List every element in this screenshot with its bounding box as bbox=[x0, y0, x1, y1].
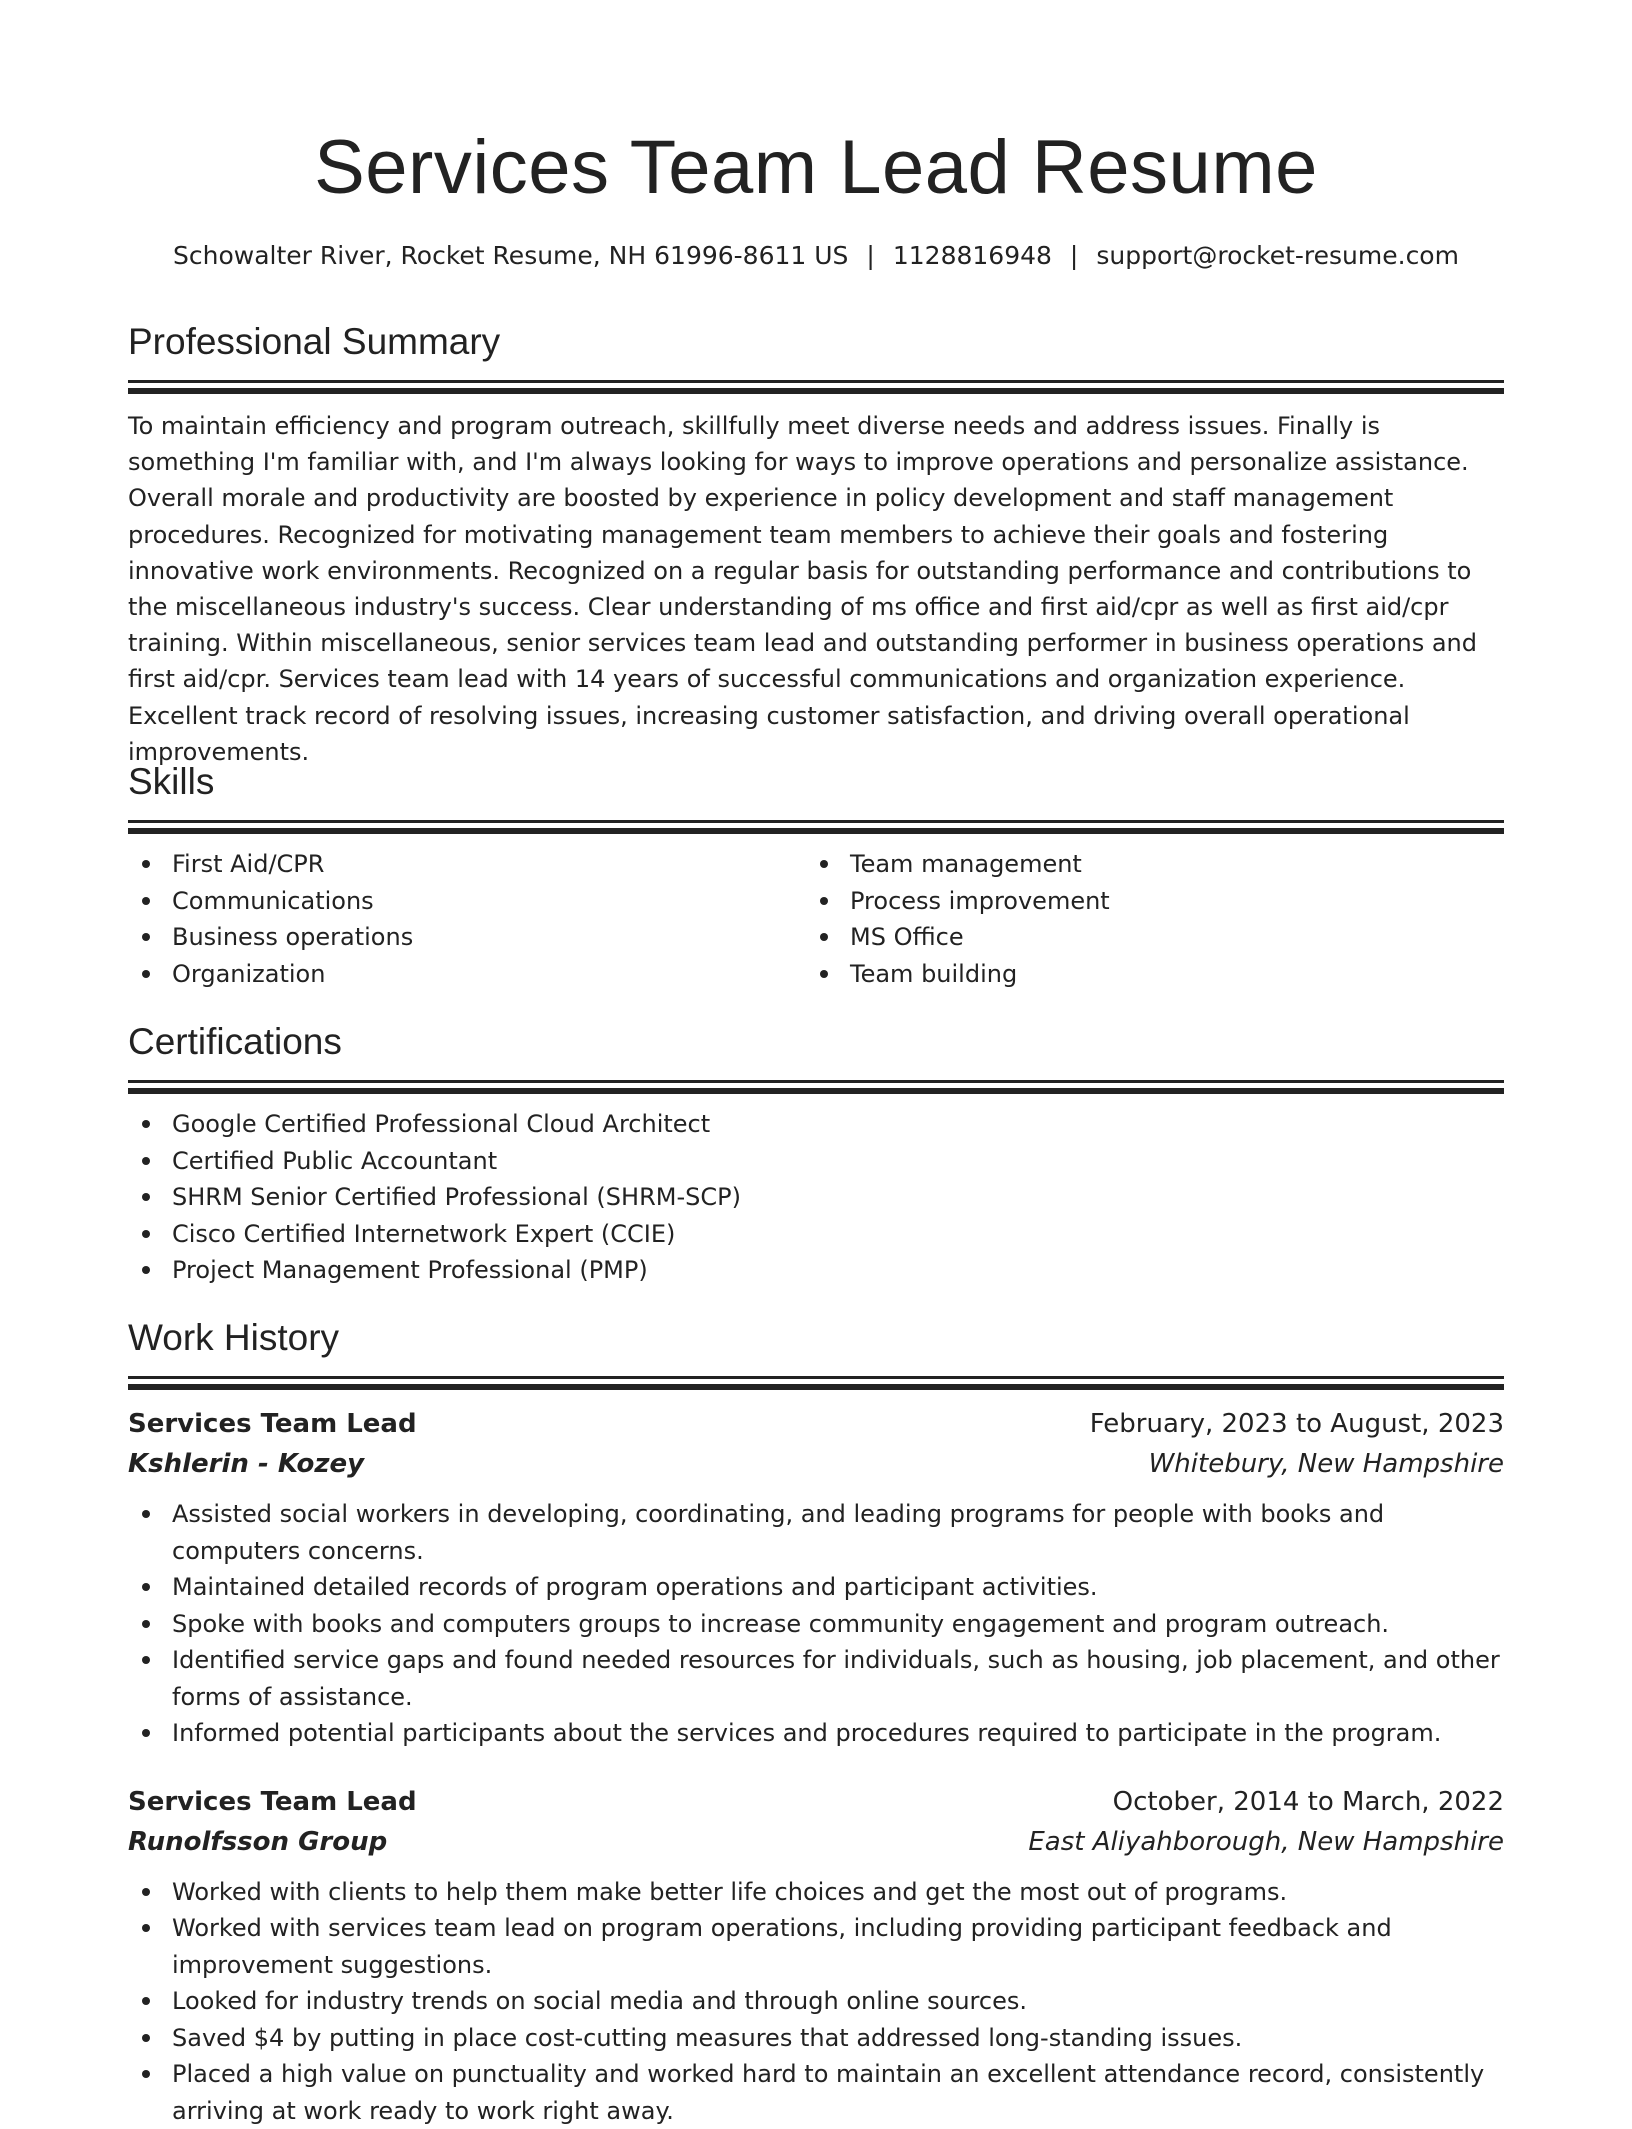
skills-section bbox=[128, 758, 1504, 992]
job-bullet: Worked with clients to help them make better life choices and get the most out of programs. bbox=[128, 1874, 1504, 1911]
job-bullet: Looked for industry trends on social media and through online sources. bbox=[128, 1983, 1504, 2020]
certifications-list bbox=[128, 1106, 1504, 1289]
job-location: East Aliyahborough, New Hampshire bbox=[1028, 1822, 1504, 1862]
job-company: Kshlerin - Kozey bbox=[128, 1444, 364, 1484]
summary-section bbox=[128, 318, 1504, 770]
job-bullet: Placed a high value on punctuality and worked hard to maintain an excellent attendance record, consistently arriving at work ready to work right away. bbox=[128, 2056, 1504, 2129]
job-entry bbox=[128, 1404, 1504, 1752]
job-bullet: Informed potential participants about the services and procedures required to participate in the program. bbox=[128, 1715, 1504, 1752]
job-dates: February, 2023 to August, 2023 bbox=[1090, 1404, 1504, 1444]
job-company: Runolfsson Group bbox=[128, 1822, 387, 1862]
work-history-heading: Work History bbox=[128, 1314, 1504, 1362]
section-divider-thick bbox=[128, 388, 1504, 394]
skills-columns bbox=[128, 846, 1504, 992]
skill-item: Business operations bbox=[128, 919, 806, 956]
skill-item: Process improvement bbox=[806, 883, 1484, 920]
job-header bbox=[128, 1404, 1504, 1444]
contact-line bbox=[128, 238, 1504, 274]
section-divider bbox=[128, 1080, 1504, 1083]
section-divider bbox=[128, 380, 1504, 383]
skill-item: Team management bbox=[806, 846, 1484, 883]
skill-item: First Aid/CPR bbox=[128, 846, 806, 883]
job-location: Whitebury, New Hampshire bbox=[1149, 1444, 1504, 1484]
job-subheader bbox=[128, 1822, 1504, 1862]
job-header bbox=[128, 1782, 1504, 1822]
summary-heading: Professional Summary bbox=[128, 318, 1504, 366]
job-dates: October, 2014 to March, 2022 bbox=[1113, 1782, 1504, 1822]
contact-email[interactable]: support@rocket-resume.com bbox=[1096, 241, 1459, 270]
skill-item: Communications bbox=[128, 883, 806, 920]
job-bullet: Maintained detailed records of program operations and participant activities. bbox=[128, 1569, 1504, 1606]
job-bullet: Spoke with books and computers groups to increase community engagement and program outreach. bbox=[128, 1606, 1504, 1643]
contact-separator: | bbox=[1052, 241, 1096, 270]
job-bullet: Identified service gaps and found needed resources for individuals, such as housing, job placement, and other forms of assistance. bbox=[128, 1642, 1504, 1715]
section-divider-thick bbox=[128, 828, 1504, 834]
skill-item: Team building bbox=[806, 956, 1484, 993]
skills-heading: Skills bbox=[128, 758, 1504, 806]
skill-item: MS Office bbox=[806, 919, 1484, 956]
summary-text: To maintain efficiency and program outreach, skillfully meet diverse needs and address issues. Finally is something I'm familiar with, and I'm always looking for ways to improve operations and personalize assistance. Overall morale and productivity are boosted by experience in policy development and staff management procedures. Recognized for motivating management team members to achieve their goals and fostering innovative work environments. Recognized on a regular basis for outstanding performance and contributions to the miscellaneous industry's success. Clear understanding of ms office and first aid/cpr as well as first aid/cpr training. Within miscellaneous, senior services team lead and outstanding performer in business operations and first aid/cpr. Services team lead with 14 years of successful communications and organization experience. Excellent track record of resolving issues, increasing customer satisfaction, and driving overall operational improvements. bbox=[128, 408, 1504, 770]
certification-item: SHRM Senior Certified Professional (SHRM-SCP) bbox=[128, 1179, 1504, 1216]
certification-item: Project Management Professional (PMP) bbox=[128, 1252, 1504, 1289]
certification-item: Certified Public Accountant bbox=[128, 1143, 1504, 1180]
skills-list-right bbox=[806, 846, 1484, 992]
job-bullet: Worked with services team lead on program operations, including providing participant feedback and improvement suggestions. bbox=[128, 1910, 1504, 1983]
section-divider-thick bbox=[128, 1384, 1504, 1390]
certifications-section bbox=[128, 1018, 1504, 1289]
skill-item: Organization bbox=[128, 956, 806, 993]
contact-separator: | bbox=[848, 241, 892, 270]
skills-list-left bbox=[128, 846, 806, 992]
certification-item: Cisco Certified Internetwork Expert (CCIE) bbox=[128, 1216, 1504, 1253]
certifications-heading: Certifications bbox=[128, 1018, 1504, 1066]
section-divider bbox=[128, 820, 1504, 823]
section-divider-thick bbox=[128, 1088, 1504, 1094]
job-bullet: Assisted social workers in developing, coordinating, and leading programs for people with books and computers concerns. bbox=[128, 1496, 1504, 1569]
job-entry bbox=[128, 1782, 1504, 2129]
job-title: Services Team Lead bbox=[128, 1782, 417, 1822]
contact-phone: 1128816948 bbox=[893, 241, 1052, 270]
job-title: Services Team Lead bbox=[128, 1404, 417, 1444]
contact-address: Schowalter River, Rocket Resume, NH 61996-8611 US bbox=[173, 241, 848, 270]
job-bullets bbox=[128, 1874, 1504, 2129]
job-bullet: Saved $4 by putting in place cost-cutting measures that addressed long-standing issues. bbox=[128, 2020, 1504, 2057]
section-divider bbox=[128, 1376, 1504, 1379]
job-bullets bbox=[128, 1496, 1504, 1752]
certification-item: Google Certified Professional Cloud Architect bbox=[128, 1106, 1504, 1143]
work-history-section bbox=[128, 1314, 1504, 2129]
job-subheader bbox=[128, 1444, 1504, 1484]
resume-title: Services Team Lead Resume bbox=[128, 118, 1504, 218]
